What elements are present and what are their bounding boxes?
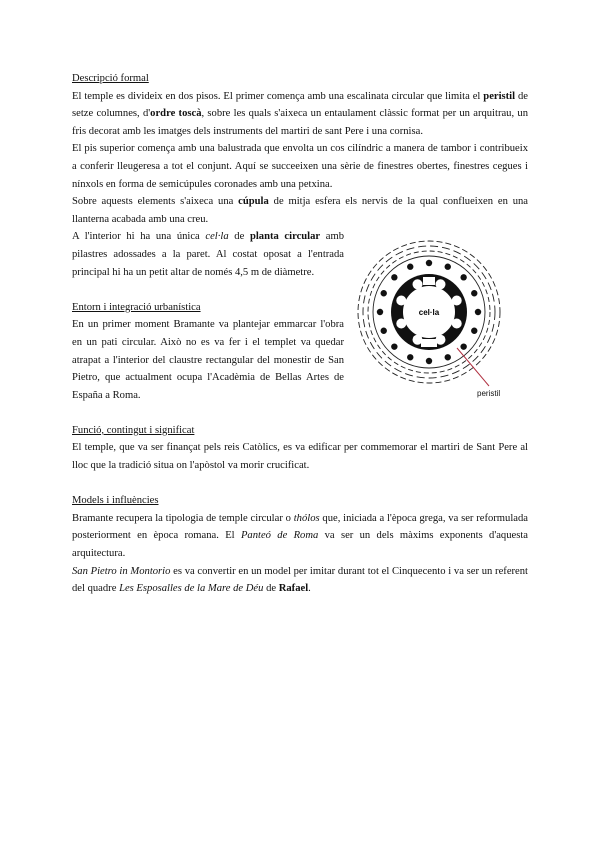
text: de setze columnes, d': [72, 90, 529, 120]
text: que, iniciada a l'època grega, va ser reformulada posteriorment en època romana. El: [72, 512, 528, 542]
column: [460, 274, 466, 280]
wall-niche: [435, 279, 445, 289]
column: [471, 328, 477, 334]
column: [391, 343, 397, 349]
column: [381, 328, 387, 334]
text: amb pilastres adossades a la paret. Al costat oposat a l'entrada principal hi ha un petit altar de només 4,5 m de diàmetre.: [72, 231, 345, 278]
column: [460, 343, 466, 349]
paragraph: [72, 88, 528, 141]
italic-term: Panteó de Roma: [240, 530, 319, 542]
column: [377, 309, 383, 315]
column: [426, 260, 432, 266]
bold-term: planta circular: [249, 231, 321, 243]
paragraph: [72, 563, 528, 598]
section-heading-formal: Descripció formal: [72, 73, 149, 84]
paragraph: [72, 193, 528, 228]
wall-niche: [452, 318, 462, 328]
wall-niche: [452, 296, 462, 306]
column: [407, 354, 413, 360]
column: [445, 354, 451, 360]
text: de: [228, 231, 250, 243]
text: de: [263, 583, 279, 595]
spacer: [72, 281, 344, 299]
text: va ser un dels màxims exponents d'aquesta arquitectura.: [72, 530, 528, 560]
text: El temple es divideix en dos pisos. El primer comença amb una escalinata circular que limita el: [72, 90, 484, 102]
text: A l'interior hi ha una única: [72, 231, 206, 243]
entrance-opening: [421, 339, 437, 347]
spacer: [72, 404, 528, 422]
paragraph: El temple, que va ser finançat pels reis Catòlics, es va edificar per commemorar el martiri de Sant Pere al lloc que la tradició situa on l'apòstol va morir crucificat.: [72, 442, 528, 472]
text: de mitja esfera els nervis de la qual conflueixen en una llanterna acabada amb una creu.: [72, 196, 529, 225]
text: es va convertir en un model per imitar durant tot el Cinquecento i va ser un referent del quadre: [72, 565, 528, 595]
cella-label: cel·la: [418, 308, 440, 317]
column: [381, 290, 387, 296]
paragraph: En un primer moment Bramante va plantejar emmarcar l'obra en un pati circular. Això no es va fer i el templet va quedar atrapat a l'interior del claustre rectangular del monestir de San Pietro, que actualment ocupa l'Acadèmia de Bellas Artes de España a Roma.: [72, 319, 344, 401]
section-heading-models: Models i influències: [72, 495, 159, 507]
paragraph: El pis superior comença amb una balustrada que envolta un cos cilíndric a manera de tambor i contribueix a conferir lleugeresa a tot el conjunt. Aquí se succeeixen una sèrie de finestres obertes, finestres cegues i nínxols en forma de semicúpules coronades amb una petxina.: [72, 143, 528, 190]
column: [407, 264, 413, 270]
column: [426, 358, 432, 364]
wall-niche: [396, 318, 406, 328]
wall-niche: [396, 296, 406, 306]
callout-line: [457, 348, 489, 386]
paragraph: [72, 510, 528, 563]
spacer: [72, 475, 528, 493]
wall-niche: [413, 279, 423, 289]
italic-term: cel·la: [205, 231, 229, 243]
section-heading-funcio: Funció, contingut i significat: [72, 424, 195, 436]
italic-term: thólos: [293, 512, 320, 524]
floor-plan-figure: [357, 240, 517, 400]
bold-term: Rafael: [278, 583, 309, 595]
altar-opening: [423, 277, 435, 285]
paragraph: [72, 228, 344, 281]
italic-term: San Pietro in Montorio: [72, 565, 171, 577]
text: .: [308, 583, 311, 595]
column: [445, 264, 451, 270]
bold-term: cúpula: [238, 196, 269, 208]
text: Sobre aquests elements s'aixeca una: [72, 196, 239, 208]
bold-term: ordre toscà: [150, 108, 202, 120]
column: [471, 290, 477, 296]
column: [391, 274, 397, 280]
text: Bramante recupera la tipologia de temple circular o: [72, 512, 294, 524]
section-heading-entorn: Entorn i integració urbanística: [72, 301, 201, 313]
text: , sobre les quals s'aixeca un entaulament clàssic format per un arquitrau, un fris decorat amb les imatges dels instruments del martiri de sant Pere i una cornisa.: [72, 108, 528, 137]
wrapped-column: [72, 228, 344, 404]
column: [475, 309, 481, 315]
peristil-label: peristil: [477, 389, 501, 398]
bold-term: peristil: [483, 90, 516, 102]
italic-term: Les Esposalles de la Mare de Déu: [119, 583, 264, 595]
